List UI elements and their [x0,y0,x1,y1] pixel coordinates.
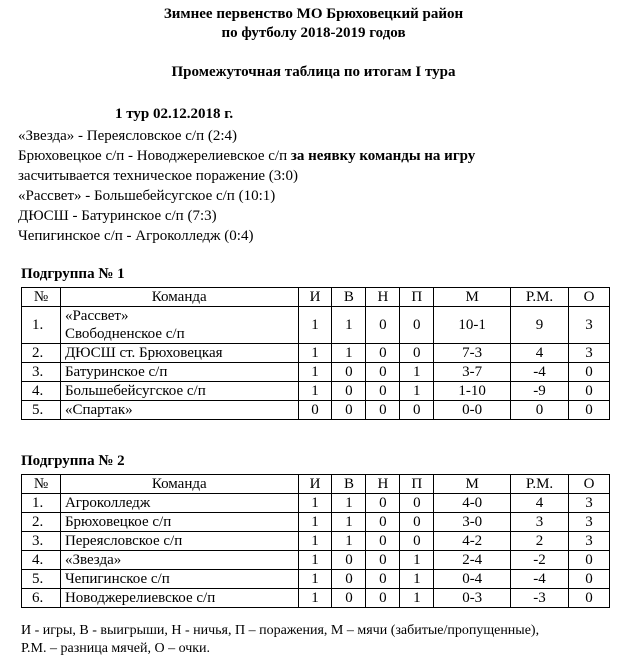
team-name-line2: Свободненское с/п [64,326,185,342]
cell-wins: 0 [332,363,366,382]
col-header: Н [366,475,400,494]
cell-team: Большебейсугское с/п [60,382,298,401]
cell-team: Чепигинское с/п [60,570,298,589]
cell-points: 3 [568,344,609,363]
cell-goals: 7-3 [434,344,511,363]
page-title: Зимнее первенство МО Брюховецкий район [163,6,464,22]
cell-losses: 0 [400,494,434,513]
cell-number: 2. [22,344,61,363]
cell-goals: 3-7 [434,363,511,382]
cell-team: ДЮСШ ст. Брюховецкая [60,344,298,363]
cell-team: Брюховецкое с/п [60,513,298,532]
cell-goals: 1-10 [434,382,511,401]
cell-wins: 1 [332,513,366,532]
match-2-bold: за неявку команды на игру [290,148,476,164]
col-header: М [434,475,511,494]
group-1-title: Подгруппа № 1 [21,266,125,282]
match-3: «Рассвет» - Большебейсугское с/п (10:1) [18,188,276,204]
col-header: Н [366,288,400,307]
cell-games: 1 [298,532,332,551]
match-5: Чепигинское с/п - Агроколледж (0:4) [18,228,254,244]
table-row [22,494,610,513]
table-header-row [22,475,610,494]
cell-goal-diff: 9 [511,307,569,344]
cell-goals: 4-2 [434,532,511,551]
cell-wins: 0 [332,589,366,608]
cell-wins: 0 [332,401,366,420]
cell-games: 1 [298,363,332,382]
col-header: № [22,288,61,307]
cell-games: 1 [298,589,332,608]
cell-number: 4. [22,382,61,401]
cell-points: 0 [568,589,609,608]
cell-goals: 0-0 [434,401,511,420]
cell-losses: 0 [400,513,434,532]
cell-team: Новоджерелиевское с/п [60,589,298,608]
table-row [22,513,610,532]
cell-number: 1. [22,494,61,513]
cell-games: 1 [298,382,332,401]
col-header: № [22,475,61,494]
cell-wins: 1 [332,344,366,363]
cell-points: 0 [568,363,609,382]
cell-losses: 1 [400,551,434,570]
table-row [22,551,610,570]
cell-losses: 1 [400,589,434,608]
match-2-text: Брюховецкое с/п - Новоджерелиевское с/п [18,148,291,164]
table-row [22,344,610,363]
cell-draws: 0 [366,570,400,589]
table-header-row [22,288,610,307]
col-header: Р.М. [511,288,569,307]
cell-games: 1 [298,551,332,570]
cell-draws: 0 [366,344,400,363]
team-name: «Рассвет» [64,308,129,324]
cell-number: 2. [22,513,61,532]
match-2-cont: засчитывается техническое поражение (3:0) [18,168,298,184]
cell-games: 1 [298,570,332,589]
cell-team: Переясловское с/п [60,532,298,551]
col-header: В [332,288,366,307]
cell-draws: 0 [366,589,400,608]
cell-team: «Звезда» [60,551,298,570]
cell-draws: 0 [366,382,400,401]
cell-goal-diff: 0 [511,401,569,420]
col-header: В [332,475,366,494]
cell-goals: 2-4 [434,551,511,570]
group-1-table [21,287,610,420]
table-row [22,363,610,382]
cell-draws: 0 [366,513,400,532]
cell-losses: 1 [400,570,434,589]
cell-wins: 0 [332,570,366,589]
table-row [22,401,610,420]
cell-goal-diff: -3 [511,589,569,608]
cell-goal-diff: 4 [511,344,569,363]
col-header: П [400,475,434,494]
cell-draws: 0 [366,551,400,570]
cell-goal-diff: -9 [511,382,569,401]
cell-wins: 1 [332,532,366,551]
cell-losses: 0 [400,344,434,363]
legend-line-1: И - игры, В - выигрыши, Н - ничья, П – поражения, М – мячи (забитые/пропущенные), [21,623,540,638]
cell-draws: 0 [366,363,400,382]
cell-draws: 0 [366,307,400,344]
group-2-title: Подгруппа № 2 [21,453,125,469]
col-header: О [568,288,609,307]
col-header: И [298,288,332,307]
cell-draws: 0 [366,494,400,513]
table-row [22,382,610,401]
cell-points: 0 [568,551,609,570]
cell-losses: 1 [400,363,434,382]
col-header: М [434,288,511,307]
cell-points: 3 [568,307,609,344]
cell-points: 0 [568,382,609,401]
cell-goal-diff: -4 [511,363,569,382]
match-4: ДЮСШ - Батуринское с/п (7:3) [18,208,217,224]
cell-wins: 0 [332,551,366,570]
cell-games: 0 [298,401,332,420]
col-header: И [298,475,332,494]
col-header: Команда [60,288,298,307]
table-row [22,307,610,344]
page-subtitle: Промежуточная таблица по итогам I тура [171,64,456,80]
cell-losses: 0 [400,307,434,344]
cell-goal-diff: -4 [511,570,569,589]
cell-goal-diff: 4 [511,494,569,513]
cell-draws: 0 [366,401,400,420]
cell-team [60,307,298,344]
cell-team: «Спартак» [60,401,298,420]
cell-wins: 0 [332,382,366,401]
table-row [22,570,610,589]
cell-games: 1 [298,307,332,344]
cell-number: 3. [22,363,61,382]
col-header: Р.М. [511,475,569,494]
cell-losses: 0 [400,532,434,551]
cell-team: Агроколледж [60,494,298,513]
cell-goal-diff: 3 [511,513,569,532]
cell-points: 3 [568,494,609,513]
cell-points: 0 [568,401,609,420]
table-row [22,532,610,551]
cell-goal-diff: -2 [511,551,569,570]
col-header: Команда [60,475,298,494]
cell-wins: 1 [332,307,366,344]
cell-points: 3 [568,532,609,551]
cell-losses: 1 [400,382,434,401]
cell-number: 1. [22,307,61,344]
cell-goals: 0-3 [434,589,511,608]
page-title-line2: по футболу 2018-2019 годов [221,25,406,41]
cell-games: 1 [298,494,332,513]
match-1: «Звезда» - Переясловское с/п (2:4) [18,128,238,144]
cell-goals: 0-4 [434,570,511,589]
cell-number: 5. [22,570,61,589]
cell-team: Батуринское с/п [60,363,298,382]
col-header: О [568,475,609,494]
cell-points: 0 [568,570,609,589]
cell-goal-diff: 2 [511,532,569,551]
cell-number: 3. [22,532,61,551]
cell-number: 5. [22,401,61,420]
round-heading: 1 тур 02.12.2018 г. [115,106,234,122]
match-2 [18,148,475,165]
cell-number: 4. [22,551,61,570]
cell-goals: 4-0 [434,494,511,513]
cell-goals: 10-1 [434,307,511,344]
legend-line-2: Р.М. – разница мячей, О – очки. [21,641,211,656]
cell-points: 3 [568,513,609,532]
cell-goals: 3-0 [434,513,511,532]
cell-games: 1 [298,513,332,532]
table-row [22,589,610,608]
group-2-table [21,474,610,608]
cell-draws: 0 [366,532,400,551]
col-header: П [400,288,434,307]
cell-wins: 1 [332,494,366,513]
cell-games: 1 [298,344,332,363]
cell-losses: 0 [400,401,434,420]
cell-number: 6. [22,589,61,608]
